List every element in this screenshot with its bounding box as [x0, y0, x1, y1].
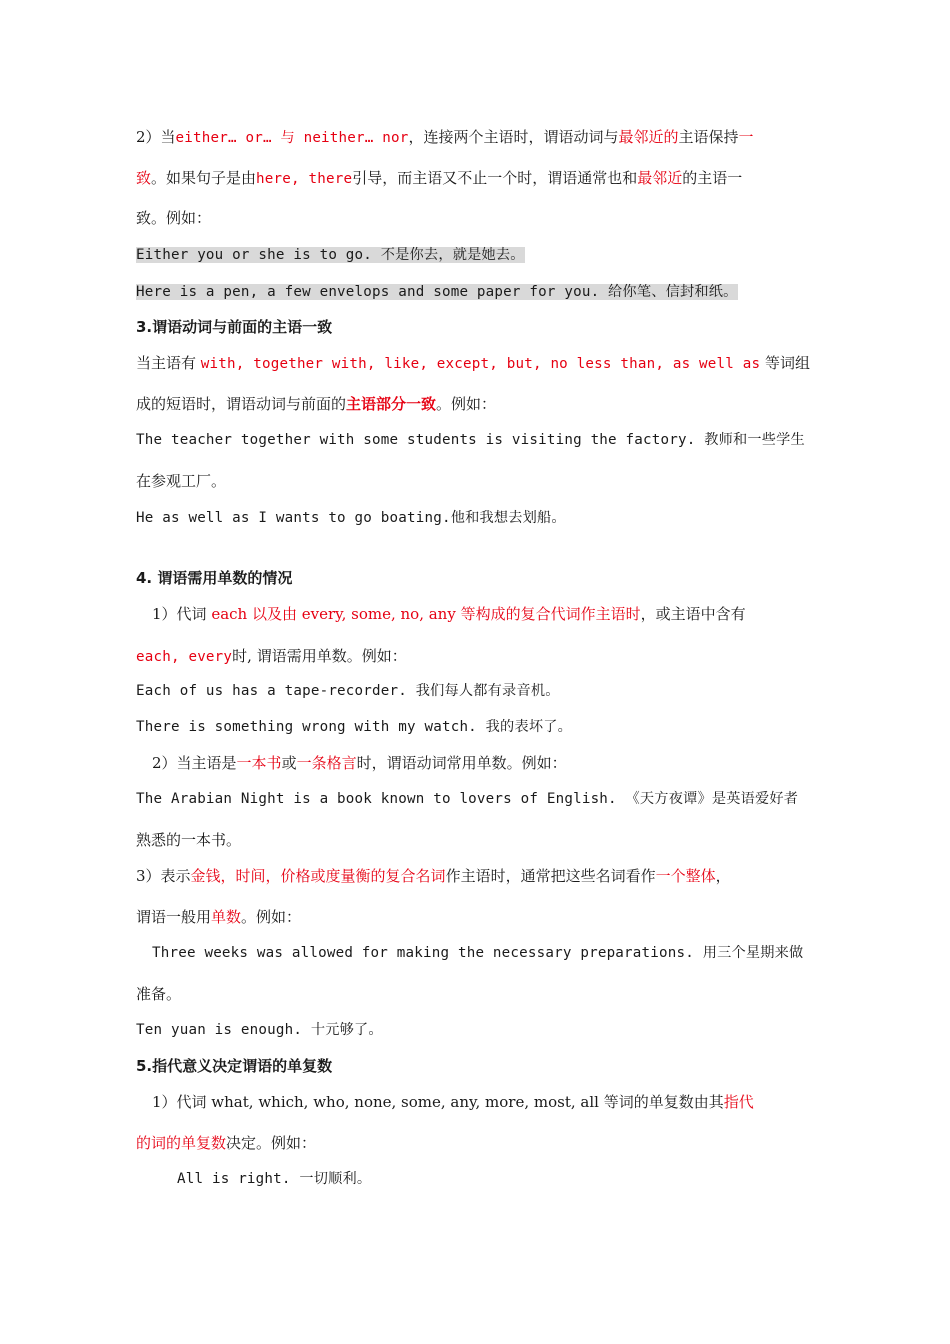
- rule2-para-line3: 致。例如：: [136, 209, 212, 227]
- example-all-is-right: All is right. 一切顺利。: [177, 1171, 372, 1187]
- example-either-or: Either you or she is to go. 不是你去，就是她去。: [136, 247, 525, 263]
- example-each-of-us: Each of us has a tape-recorder. 我们每人都有录音机。: [136, 683, 560, 699]
- example-three-weeks-line1: Three weeks was allowed for making the necessary preparations. 用三个星期来做: [152, 945, 804, 961]
- example-ten-yuan: Ten yuan is enough. 十元够了。: [136, 1022, 383, 1038]
- example-arabian-night-line1: The Arabian Night is a book known to lovers of English. 《天方夜谭》是英语爱好者: [136, 791, 799, 807]
- example-teacher-line1: The teacher together with some students is visiting the factory. 教师和一些学生: [136, 432, 805, 448]
- section4-rule2: 2）当主语是一本书或一条格言时，谓语动词常用单数。例如：: [152, 754, 567, 772]
- section4-rule3-line2: 谓语一般用单数。例如：: [136, 908, 302, 926]
- example-teacher-line2: 在参观工厂。: [136, 472, 227, 490]
- example-three-weeks-line2: 准备。: [136, 985, 182, 1003]
- example-arabian-night-line2: 熟悉的一本书。: [136, 831, 242, 849]
- section4-rule1-line1: 1）代词 each 以及由 every, some, no, any 等构成的复合代词作主语时，或主语中含有: [152, 605, 746, 623]
- section5-heading: 5.指代意义决定谓语的单复数: [136, 1057, 333, 1075]
- section3-para-line1: 当主语有 with, together with, like, except, but, no less than, as well as 等词组: [136, 354, 811, 372]
- example-here-is: Here is a pen, a few envelops and some paper for you. 给你笔、信封和纸。: [136, 284, 738, 300]
- section5-rule1-line1: 1）代词 what, which, who, none, some, any, more, most, all 等词的单复数由其指代: [152, 1093, 754, 1111]
- rule2-para-line2: 致。如果句子是由here, there引导，而主语又不止一个时，谓语通常也和最邻近的主语一: [136, 169, 743, 187]
- rule2-para-line1: 2）当either… or… 与 neither… nor，连接两个主语时，谓语动词与最邻近的主语保持一: [136, 128, 754, 146]
- section4-rule3-line1: 3）表示金钱，时间，价格或度量衡的复合名词作主语时，通常把这些名词看作一个整体，: [136, 867, 731, 885]
- section5-rule1-line2: 的词的单复数决定。例如：: [136, 1134, 317, 1152]
- example-something-wrong: There is something wrong with my watch. 我的表坏了。: [136, 719, 572, 735]
- section4-rule1-line2: each, every时, 谓语需用单数。例如：: [136, 647, 407, 665]
- section4-heading: 4. 谓语需用单数的情况: [136, 569, 293, 587]
- example-as-well-as: He as well as I wants to go boating.他和我想去划船。: [136, 510, 566, 526]
- section3-heading: 3.谓语动词与前面的主语一致: [136, 318, 333, 336]
- section3-para-line2: 成的短语时，谓语动词与前面的主语部分一致。例如：: [136, 395, 497, 413]
